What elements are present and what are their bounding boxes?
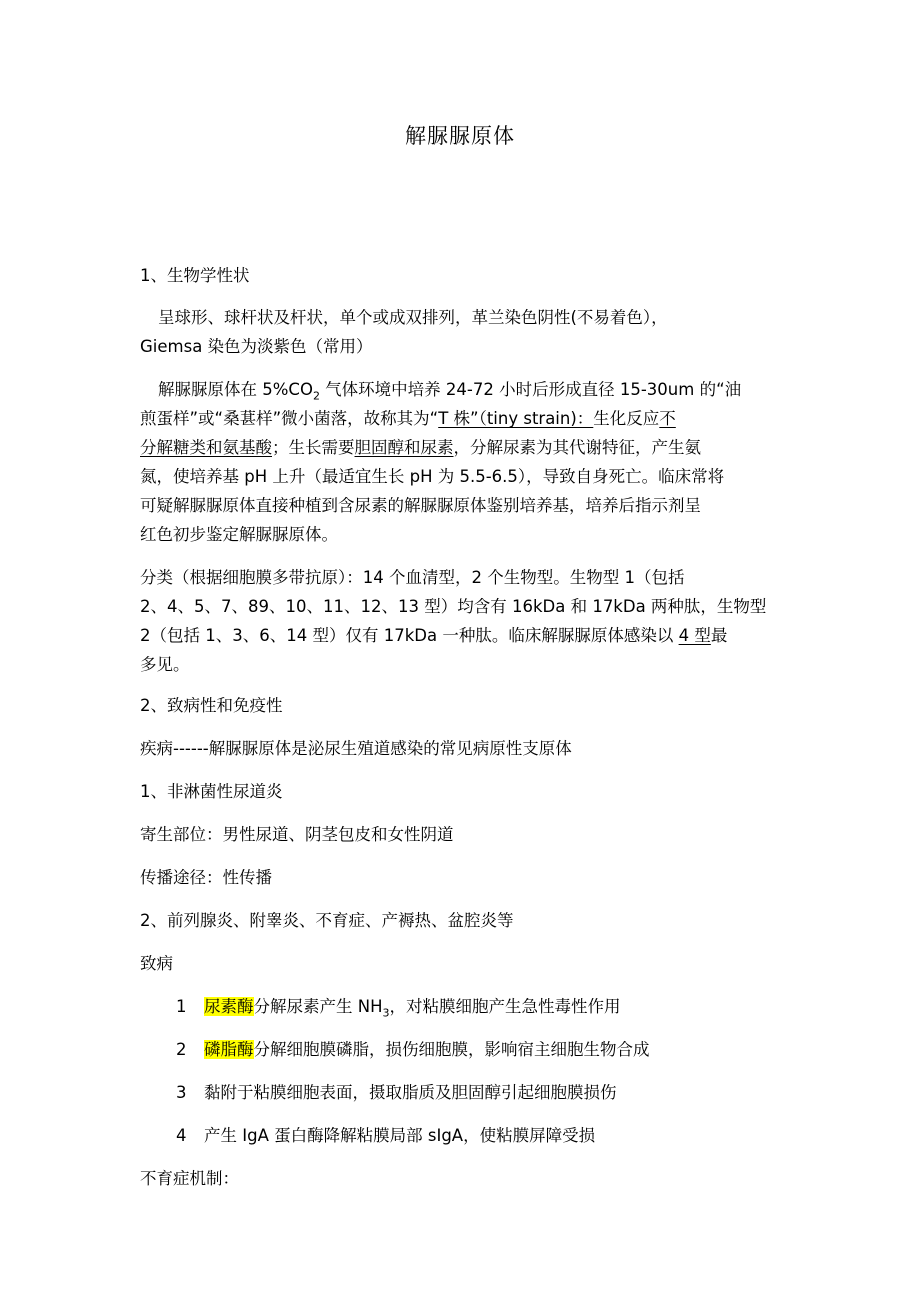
culture-line-5: 可疑解脲脲原体直接种植到含尿素的解脲脲原体鉴别培养基，培养后指示剂呈 — [140, 496, 701, 515]
classification-line-3: 2（包括 1、3、6、14 型）仅有 17kDa 一种肽。临床解脲脲原体感染以 4 型最 — [140, 626, 728, 645]
culture-line-6: 红色初步鉴定解脲脲原体。 — [140, 525, 338, 544]
document-title: 解脲脲原体 — [405, 124, 515, 148]
section2-heading: 2、致病性和免疫性 — [140, 696, 283, 715]
classification-line-1: 分类（根据细胞膜多带抗原）：14 个血清型，2 个生物型。生物型 1（包括 — [140, 568, 685, 587]
cholesterol-urea-underlined: 胆固醇和尿素 — [354, 438, 454, 457]
mechanism-item: 3 黏附于粘膜细胞表面，摄取脂质及胆固醇引起细胞膜损伤 — [176, 1083, 617, 1102]
morphology-line-2: Giemsa 染色为淡紫色（常用） — [140, 337, 373, 356]
culture-line-1: 解脲脲原体在 $5\%CO_2$ 气体环境中培养 24-72 小时后形成直径 15-30um 的“油 — [158, 380, 742, 403]
mechanism-item: 1 尿素酶分解尿素产生 $NH_3$，对粘膜细胞产生急性毒性作用 — [176, 997, 621, 1020]
transmission-route: 传播途径：性传播 — [140, 868, 272, 887]
section1-heading: 1、生物学性状 — [140, 266, 250, 285]
culture-line-4: 氮，使培养基 pH 上升（最适宜生长 pH 为 5.5-6.5），导致自身死亡。临床常将 — [140, 467, 725, 486]
morphology-line-1: 呈球形、球杆状及杆状，单个或成双排列，革兰染色阴性(不易着色）， — [158, 308, 668, 327]
culture-line-2: 煎蛋样”或“桑葚样”微小菌落，故称其为“T 株”（tiny strain)：生化反应不 — [140, 409, 676, 428]
type-4-underlined: 4 型 — [678, 626, 711, 645]
no-sugar-underlined: 分解糖类和氨基酸 — [140, 438, 272, 457]
item-other-diseases: 2、前列腺炎、附睾炎、不育症、产褥热、盆腔炎等 — [140, 911, 514, 930]
infertility-mechanism-heading: 不育症机制： — [140, 1169, 239, 1188]
classification-line-4: 多见。 — [140, 655, 190, 674]
culture-line-3: 分解糖类和氨基酸；生长需要胆固醇和尿素，分解尿素为其代谢特征，产生氨 — [140, 438, 701, 457]
pathogenic-label: 致病 — [140, 954, 173, 973]
classification-line-2: 2、4、5、7、89、10、11、12、13 型）均含有 16kDa 和 17kDa 两种肽，生物型 — [140, 597, 767, 616]
t-strain-underlined: T 株”（tiny strain)： — [438, 409, 594, 428]
mechanism-item: 2 磷脂酶分解细胞膜磷脂，损伤细胞膜，影响宿主细胞生物合成 — [176, 1040, 650, 1059]
disease-line: 疾病------解脲脲原体是泌尿生殖道感染的常见病原性支原体 — [140, 739, 572, 758]
item-ngu: 1、非淋菌性尿道炎 — [140, 782, 283, 801]
mechanism-item: 4 产生 IgA 蛋白酶降解粘膜局部 sIgA，使粘膜屏障受损 — [176, 1126, 596, 1145]
parasitic-site: 寄生部位：男性尿道、阴茎包皮和女性阴道 — [140, 825, 454, 844]
highlight-phospholipase: 磷脂酶 — [204, 1040, 254, 1059]
highlight-urease: 尿素酶 — [204, 997, 254, 1016]
